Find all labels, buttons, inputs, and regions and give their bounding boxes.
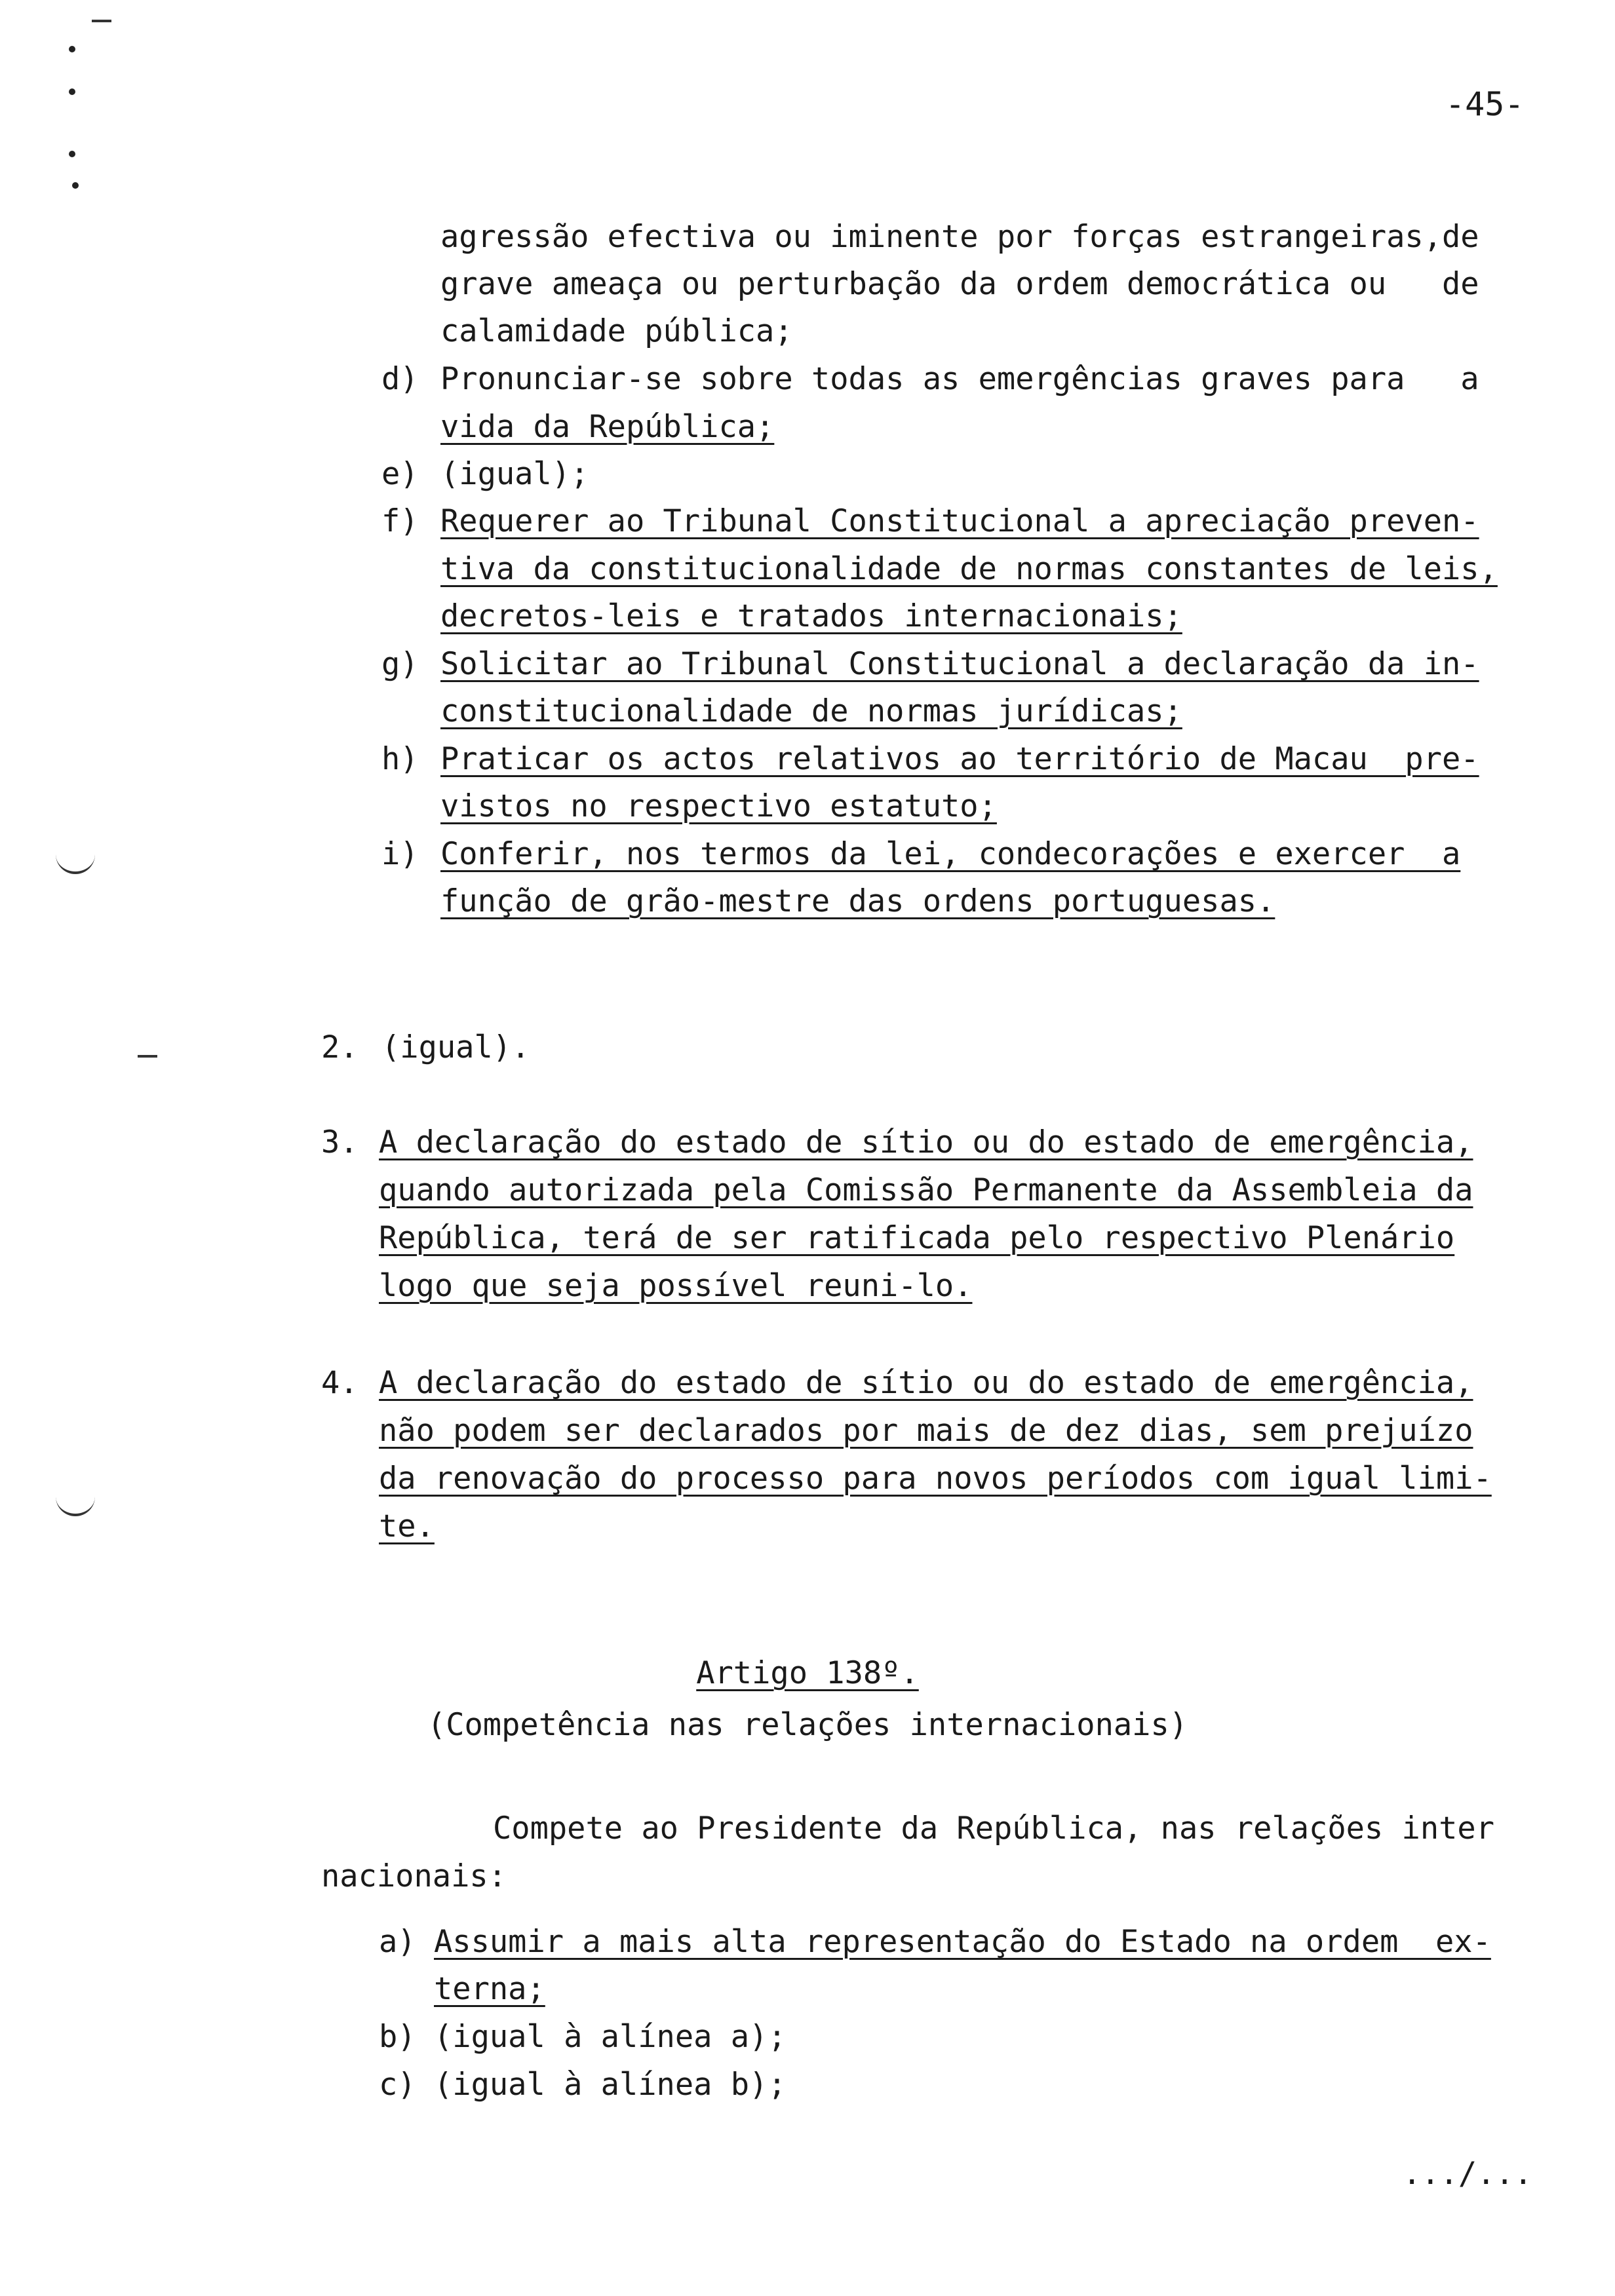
article-intro-line-1: Compete ao Presidente da República, nas relações inter	[493, 1810, 1495, 1846]
paragraph-4-line-2: não podem ser declarados por mais de dez dias, sem prejuízo	[379, 1413, 1473, 1449]
article-item-a-line-1: Assumir a mais alta representação do Estado na ordem ex-	[434, 1924, 1491, 1960]
paragraph-3-line-3: República, terá de ser ratificada pelo respectivo Plenário	[379, 1220, 1455, 1256]
paragraph-3-line-2: quando autorizada pela Comissão Permanente da Assembleia da	[379, 1172, 1473, 1208]
margin-curve	[56, 852, 95, 874]
margin-mark	[138, 1055, 157, 1058]
item-f-line-2: tiva da constitucionalidade de normas constantes de leis,	[440, 551, 1498, 587]
item-e-line-1: (igual);	[440, 456, 589, 492]
paragraph-4-line-4: te.	[379, 1508, 435, 1544]
article-item-label-a: a)	[379, 1924, 416, 1960]
item-label-h: h)	[381, 741, 419, 777]
article-item-a-line-2: terna;	[434, 1971, 545, 2007]
item-label-d: d)	[381, 361, 419, 397]
margin-mark	[92, 20, 111, 22]
article-item-c-line-1: (igual à alínea b);	[434, 2067, 787, 2103]
item-label-i: i)	[381, 836, 419, 872]
paragraph-3-label: 3.	[321, 1124, 359, 1160]
item-f-line-1: Requerer ao Tribunal Constitucional a apreciação preven-	[440, 503, 1479, 539]
continuation-mark: .../...	[1403, 2156, 1533, 2192]
paragraph-4-line-1: A declaração do estado de sítio ou do estado de emergência,	[379, 1365, 1473, 1401]
article-subtitle: (Competência nas relações internacionais)	[427, 1707, 1188, 1743]
item-label-g: g)	[381, 646, 419, 682]
item-d-line-1: Pronunciar-se sobre todas as emergências graves para a	[440, 361, 1479, 397]
paragraph-4-label: 4.	[321, 1365, 359, 1401]
article-item-label-b: b)	[379, 2019, 416, 2055]
paragraph-3-line-1: A declaração do estado de sítio ou do estado de emergência,	[379, 1124, 1473, 1160]
paragraph-4-line-3: da renovação do processo para novos períodos com igual limi-	[379, 1461, 1492, 1497]
margin-dot	[69, 88, 75, 95]
article-title: Artigo 138º.	[696, 1655, 919, 1691]
item-i-line-2: função de grão-mestre das ordens portuguesas.	[440, 883, 1275, 919]
item-i-line-1: Conferir, nos termos da lei, condecorações e exercer a	[440, 836, 1461, 872]
item-h-line-2: vistos no respectivo estatuto;	[440, 788, 997, 824]
continuation-line: grave ameaça ou perturbação da ordem democrática ou de	[440, 266, 1479, 302]
page-number: -45-	[1445, 85, 1525, 123]
article-item-b-line-1: (igual à alínea a);	[434, 2019, 787, 2055]
item-g-line-2: constitucionalidade de normas jurídicas;	[440, 693, 1182, 729]
continuation-line: agressão efectiva ou iminente por forças estrangeiras,de	[440, 219, 1479, 255]
margin-dot	[72, 182, 79, 189]
article-intro-line-2: nacionais:	[321, 1858, 507, 1894]
continuation-line: calamidade pública;	[440, 313, 793, 349]
article-item-label-c: c)	[379, 2067, 416, 2103]
paragraph-2-text: (igual).	[381, 1029, 530, 1065]
item-d-line-2: vida da República;	[440, 409, 775, 445]
paragraph-3-line-4: logo que seja possível reuni-lo.	[379, 1268, 973, 1304]
item-label-e: e)	[381, 456, 419, 492]
margin-dot	[69, 46, 75, 52]
item-h-line-1: Praticar os actos relativos ao território de Macau pre-	[440, 741, 1479, 777]
margin-curve	[56, 1494, 95, 1516]
paragraph-2-label: 2.	[321, 1029, 359, 1065]
item-g-line-1: Solicitar ao Tribunal Constitucional a declaração da in-	[440, 646, 1479, 682]
item-label-f: f)	[381, 503, 419, 539]
item-f-line-3: decretos-leis e tratados internacionais;	[440, 598, 1182, 634]
margin-dot	[69, 151, 75, 157]
